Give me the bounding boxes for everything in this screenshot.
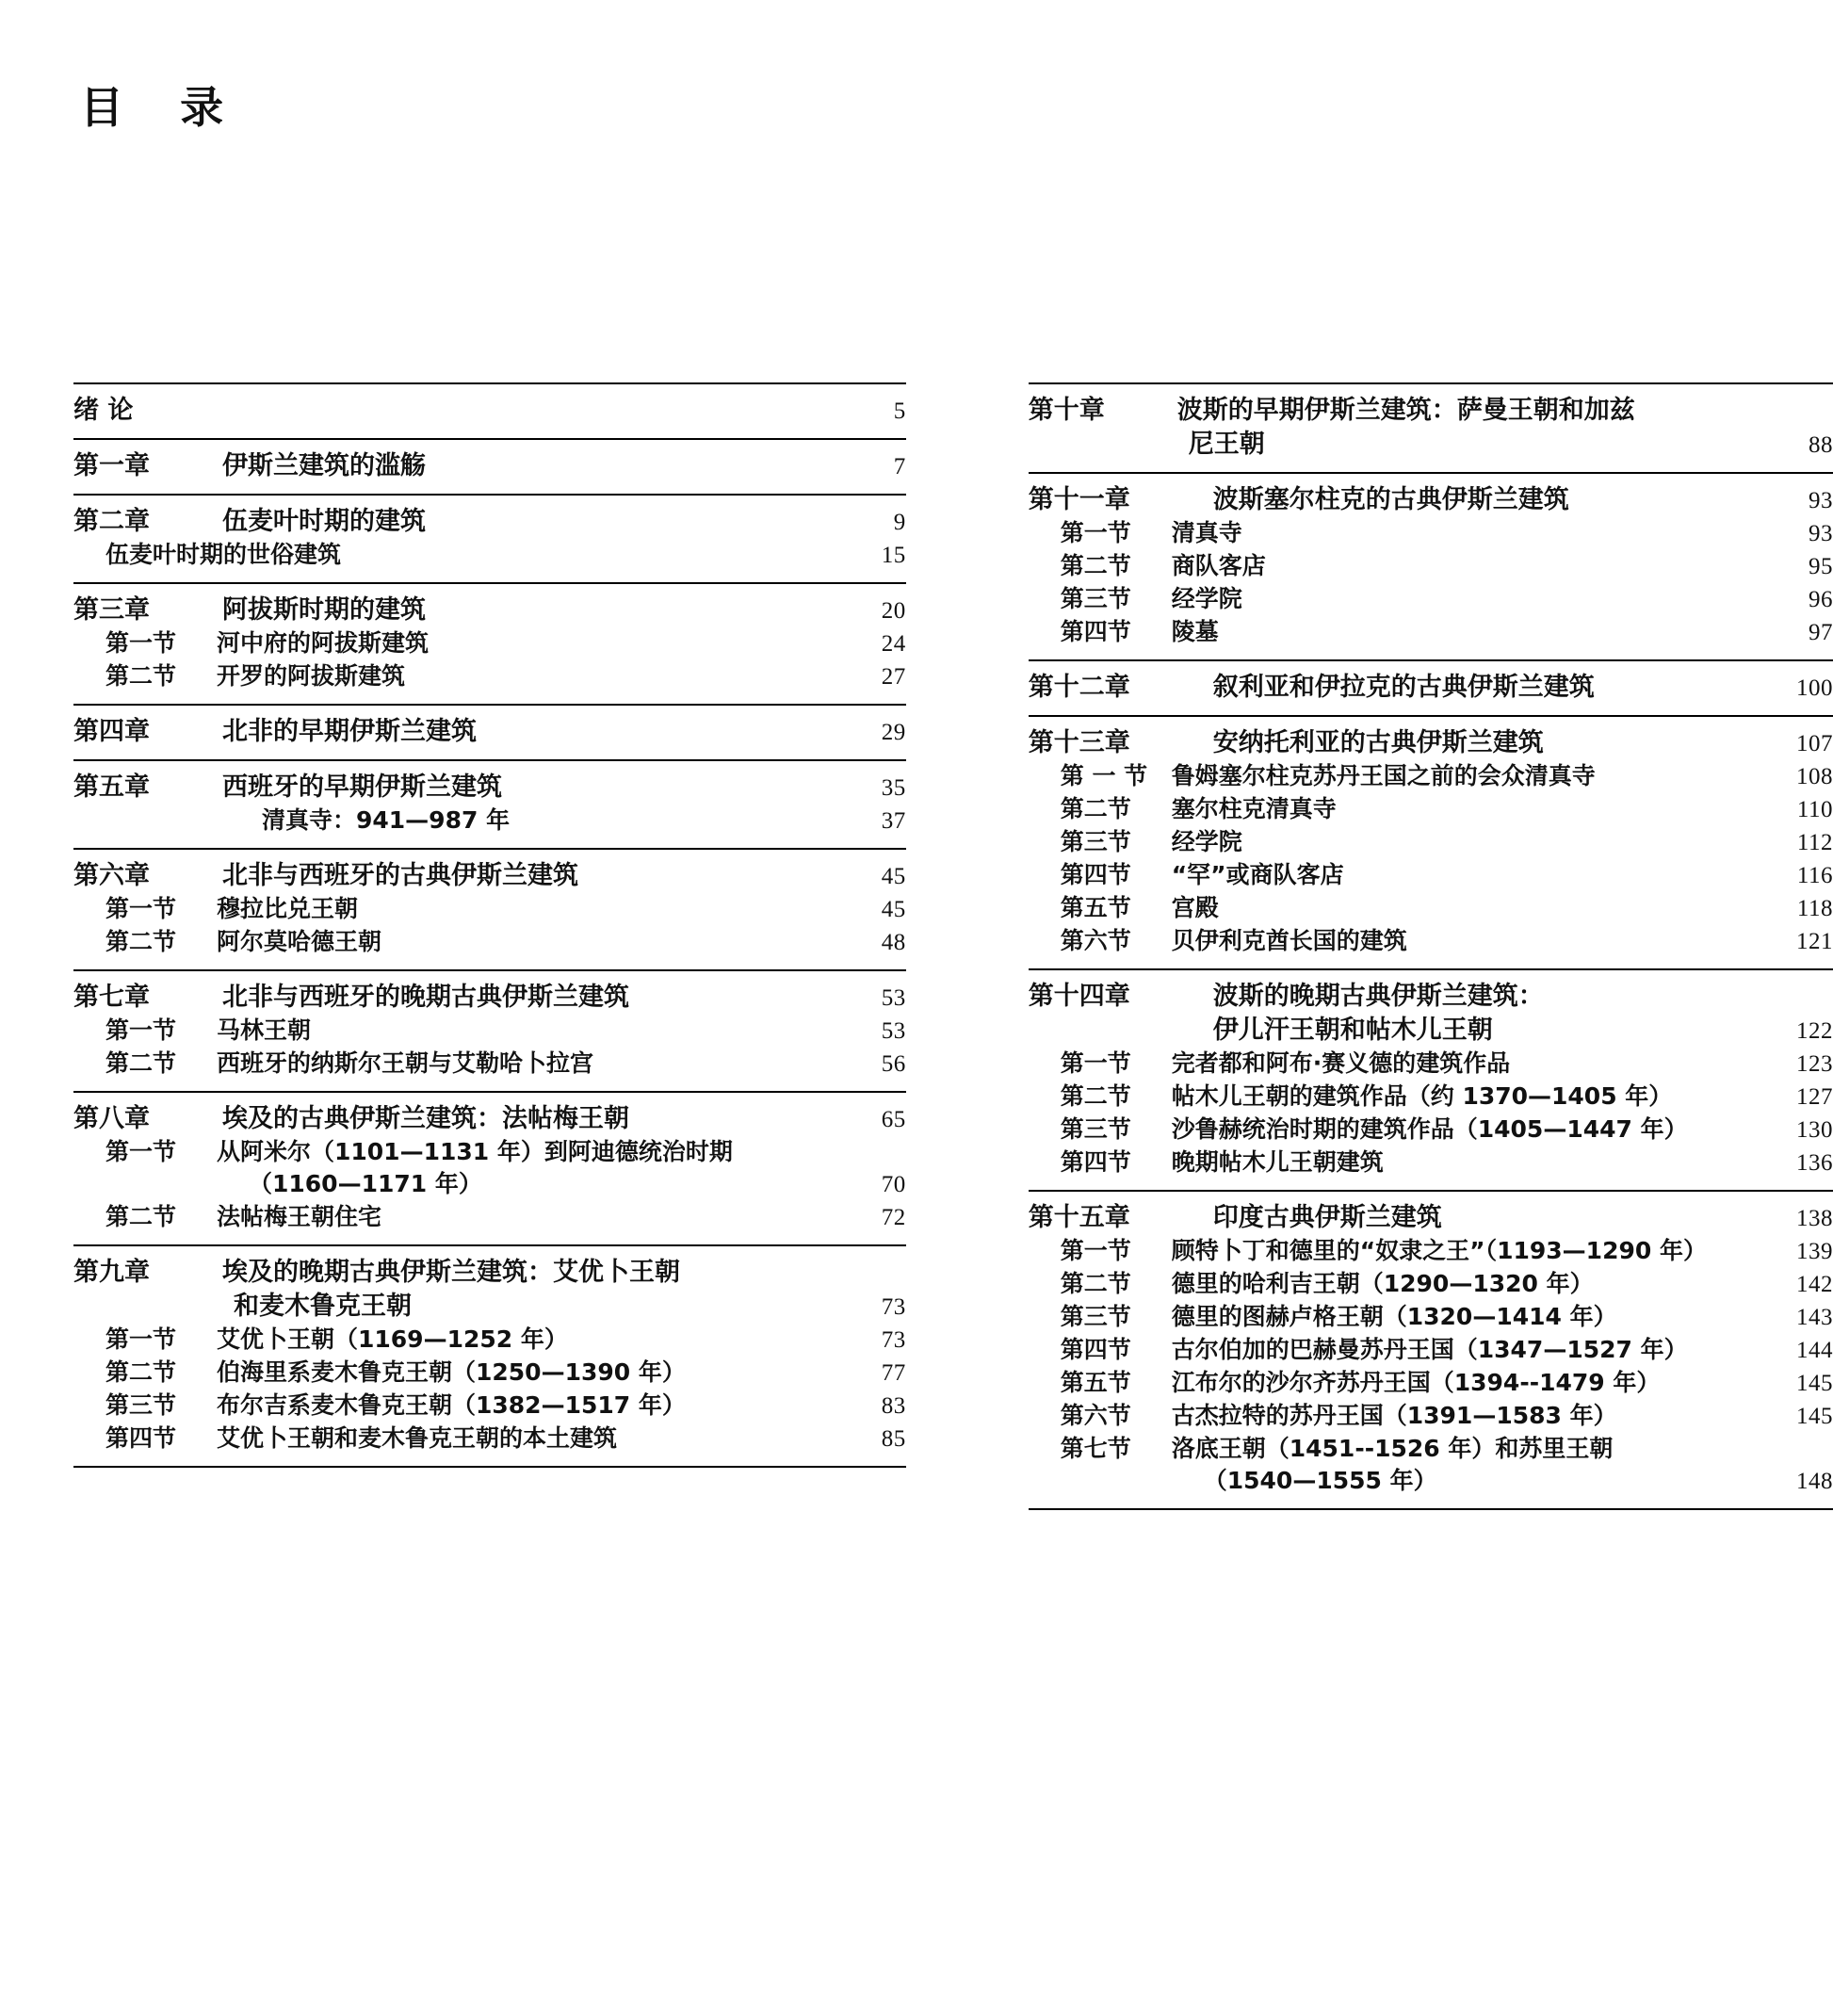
toc-entry-page-number: 77 (881, 1360, 906, 1386)
toc-entry[interactable] (1029, 1338, 1833, 1362)
toc-entry-number: 绪 论 (73, 396, 134, 425)
toc-entry[interactable] (1029, 398, 1833, 423)
toc-entry[interactable] (1029, 797, 1833, 821)
toc-entry-label (73, 984, 836, 1010)
toc-entry-title: 伊儿汗王朝和帖木儿王朝 (1212, 1016, 1493, 1045)
toc-entry-number: 第一节 (1060, 519, 1131, 546)
toc-entry-page-number: 70 (881, 1172, 906, 1197)
toc-entry-number: 第十章 (1028, 396, 1105, 425)
toc-entry-title: 叙利亚和伊拉克的古典伊斯兰建筑 (1212, 673, 1595, 702)
toc-group (1029, 1190, 1833, 1510)
toc-entry[interactable] (73, 631, 906, 656)
toc-entry-title: 伍麦叶时期的建筑 (222, 507, 426, 536)
toc-entry-label (73, 1018, 836, 1042)
toc-entry[interactable] (73, 863, 906, 888)
toc-entry-label (73, 631, 836, 655)
toc-entry[interactable] (73, 1260, 906, 1285)
toc-entry-number: 第二节 (1060, 1082, 1131, 1110)
toc-entry-label (73, 1205, 836, 1228)
toc-entry-title: 布尔吉系麦木鲁克王朝（1382—1517 年） (217, 1391, 686, 1419)
toc-entry-label (1029, 929, 1763, 952)
toc-entry-number: 第五节 (1060, 1369, 1131, 1396)
toc-entry-label (1029, 1084, 1763, 1108)
toc-entry[interactable] (73, 719, 906, 744)
toc-entry-page-number: 148 (1796, 1469, 1833, 1494)
toc-entry-page-number: 145 (1796, 1404, 1833, 1429)
toc-entry-number: 第二节 (105, 662, 177, 690)
toc-entry-title: 古尔伯加的巴赫曼苏丹王国（1347—1527 年） (1171, 1336, 1688, 1363)
toc-entry-page-number: 110 (1796, 797, 1833, 822)
toc-entry-title: 塞尔柱克清真寺 (1171, 795, 1337, 822)
toc-entry[interactable] (1029, 1017, 1833, 1043)
toc-entry-number: 第二节 (105, 1203, 177, 1230)
toc-entry[interactable] (73, 543, 906, 567)
toc-entry-title: 伯海里系麦木鲁克王朝（1250—1390 年） (217, 1358, 686, 1386)
toc-entry[interactable] (1029, 521, 1833, 545)
toc-entry-title: 北非的早期伊斯兰建筑 (222, 717, 477, 746)
toc-entry-page-number: 88 (1809, 432, 1833, 458)
toc-entry-page-number: 27 (881, 664, 906, 690)
toc-entry-label (1029, 830, 1763, 854)
toc-entry-number: 第十三章 (1028, 728, 1130, 757)
toc-entry-number: 第六章 (73, 861, 150, 890)
toc-entry-number: 第四节 (105, 1424, 177, 1452)
toc-entry-page-number: 29 (881, 720, 906, 745)
toc-entry-label (73, 1426, 836, 1450)
toc-entry-number: 第二节 (1060, 795, 1131, 822)
toc-entry-title: 伊斯兰建筑的滥觞 (222, 451, 426, 480)
toc-entry-number: 第一节 (105, 1016, 177, 1044)
toc-entry-label (1029, 1239, 1763, 1262)
toc-entry-title: 河中府的阿拔斯建筑 (217, 629, 430, 657)
toc-entry-title: 清真寺：941—987 年 (262, 806, 511, 834)
toc-entry[interactable] (1029, 730, 1833, 756)
toc-entry[interactable] (73, 1293, 906, 1319)
toc-entry-label (73, 597, 836, 623)
toc-entry-page-number: 45 (881, 864, 906, 889)
toc-entry-label (1029, 1272, 1763, 1295)
toc-entry-label (1029, 1338, 1763, 1361)
toc-entry[interactable] (1029, 487, 1833, 512)
toc-group (73, 494, 906, 582)
toc-columns (0, 382, 1833, 1510)
toc-entry[interactable] (1029, 929, 1833, 953)
toc-group (73, 969, 906, 1091)
toc-entry-label (73, 774, 836, 800)
toc-entry-title: 法帖梅王朝住宅 (217, 1203, 382, 1230)
toc-group (73, 704, 906, 759)
toc-entry-label (73, 664, 836, 688)
toc-entry-title: 马林王朝 (217, 1016, 312, 1044)
toc-entry-number: 第四章 (73, 717, 150, 746)
toc-entry-label (73, 1360, 836, 1384)
toc-entry-title: 古杰拉特的苏丹王国（1391—1583 年） (1171, 1402, 1617, 1429)
toc-entry-number: 第一节 (105, 629, 177, 657)
toc-entry[interactable] (1029, 764, 1833, 789)
toc-entry-title: 晚期帖木儿王朝建筑 (1171, 1148, 1384, 1176)
toc-entry-label (1029, 398, 1763, 423)
toc-entry-label (1029, 1205, 1763, 1230)
toc-group (1029, 382, 1833, 472)
toc-entry-page-number: 121 (1796, 929, 1833, 954)
toc-entry-label (1029, 730, 1763, 756)
toc-entry-number: 第二节 (1060, 552, 1131, 579)
toc-entry-number: 第二节 (1060, 1270, 1131, 1297)
toc-entry-label (73, 719, 836, 744)
toc-entry[interactable] (1029, 1305, 1833, 1329)
toc-entry[interactable] (1029, 863, 1833, 887)
toc-entry-page-number: 127 (1796, 1084, 1833, 1110)
toc-entry-label (73, 453, 836, 479)
toc-entry-label (1029, 521, 1763, 545)
toc-entry-number: 第三节 (1060, 1115, 1131, 1143)
toc-entry[interactable] (1029, 620, 1833, 644)
toc-entry[interactable] (73, 1140, 906, 1163)
toc-entry-title: 埃及的古典伊斯兰建筑：法帖梅王朝 (222, 1104, 629, 1133)
toc-entry-title: 西班牙的早期伊斯兰建筑 (222, 772, 502, 802)
toc-group (1029, 472, 1833, 659)
toc-entry-title: 伍麦叶时期的世俗建筑 (105, 541, 342, 568)
toc-entry-title: 波斯的早期伊斯兰建筑：萨曼王朝和加兹 (1176, 396, 1635, 425)
toc-entry-label (1029, 1437, 1763, 1460)
toc-group (1029, 968, 1833, 1190)
toc-entry-title: 鲁姆塞尔柱克苏丹王国之前的会众清真寺 (1171, 762, 1596, 789)
toc-entry-page-number: 73 (881, 1294, 906, 1320)
toc-entry-label (1029, 984, 1763, 1009)
toc-entry-label (1029, 1371, 1763, 1394)
toc-entry-number: 第十二章 (1028, 673, 1130, 702)
toc-entry-page-number: 108 (1796, 764, 1833, 789)
toc-entry[interactable] (1029, 830, 1833, 854)
toc-entry[interactable] (1029, 896, 1833, 920)
toc-entry-label (73, 1051, 836, 1075)
toc-entry-label (1029, 1469, 1763, 1492)
toc-entry-label (1029, 797, 1763, 821)
toc-entry-page-number: 53 (881, 1018, 906, 1044)
toc-entry-label (73, 1293, 836, 1319)
toc-entry[interactable] (73, 597, 906, 623)
toc-entry[interactable] (73, 398, 906, 423)
toc-entry-number: 第四节 (1060, 1336, 1131, 1363)
toc-entry-label (73, 1327, 836, 1351)
toc-entry[interactable] (73, 808, 906, 833)
toc-entry-label (1029, 1117, 1763, 1141)
toc-entry[interactable] (1029, 587, 1833, 611)
toc-entry-number: 第一节 (105, 1325, 177, 1353)
toc-entry-page-number: 45 (881, 897, 906, 922)
toc-entry-title: 波斯的晚期古典伊斯兰建筑： (1212, 982, 1544, 1011)
toc-entry-label (1029, 620, 1763, 643)
toc-entry-page-number: 95 (1809, 554, 1833, 579)
toc-entry-number: 第一节 (105, 895, 177, 922)
toc-entry-label (1029, 896, 1763, 919)
toc-entry-title: 安纳托利亚的古典伊斯兰建筑 (1212, 728, 1544, 757)
toc-entry[interactable] (1029, 984, 1833, 1009)
toc-entry-title: 埃及的晚期古典伊斯兰建筑：艾优卜王朝 (222, 1258, 680, 1287)
toc-entry-number: 第 一 节 (1060, 762, 1148, 789)
toc-entry-number: 第八章 (73, 1104, 150, 1133)
toc-entry-page-number: 130 (1796, 1117, 1833, 1143)
toc-group (73, 438, 906, 494)
toc-entry-label (73, 1393, 836, 1417)
toc-entry-title: 德里的哈利吉王朝（1290—1320 年） (1171, 1270, 1594, 1297)
toc-entry-label (73, 863, 836, 888)
toc-entry-page-number: 118 (1796, 896, 1833, 921)
toc-entry-number: 第六节 (1060, 1402, 1131, 1429)
toc-entry-number: 第二节 (105, 928, 177, 955)
toc-entry-title: 印度古典伊斯兰建筑 (1212, 1203, 1442, 1232)
toc-entry-title: 经学院 (1171, 585, 1242, 612)
toc-entry-title: 波斯塞尔柱克的古典伊斯兰建筑 (1212, 485, 1569, 514)
toc-entry-page-number: 93 (1809, 521, 1833, 546)
toc-group (73, 759, 906, 848)
toc-entry-page-number: 24 (881, 631, 906, 657)
toc-entry-label (73, 1260, 836, 1285)
toc-entry[interactable] (73, 1393, 906, 1418)
toc-entry[interactable] (1029, 1117, 1833, 1142)
toc-entry-page-number: 116 (1796, 863, 1833, 888)
toc-group (73, 382, 906, 438)
toc-entry-title: 经学院 (1171, 828, 1242, 855)
toc-entry-title: 洛底王朝（1451--1526 年）和苏里王朝 (1171, 1435, 1614, 1462)
toc-entry[interactable] (73, 1018, 906, 1043)
toc-entry-page-number: 138 (1796, 1206, 1833, 1231)
toc-entry-label (1029, 863, 1763, 886)
toc-group (1029, 715, 1833, 968)
toc-entry-number: 第十一章 (1028, 485, 1130, 514)
toc-group (73, 582, 906, 704)
toc-entry-number: 第三节 (1060, 1303, 1131, 1330)
toc-entry-label (1029, 431, 1763, 457)
toc-entry-page-number: 35 (881, 775, 906, 801)
toc-entry-label (73, 398, 836, 423)
toc-entry[interactable] (1029, 675, 1833, 700)
toc-entry-title: 陵墓 (1171, 618, 1219, 645)
toc-entry-label (1029, 1305, 1763, 1328)
toc-entry-title: （1540—1555 年） (1203, 1467, 1437, 1494)
toc-entry-label (73, 1106, 836, 1131)
toc-group (73, 1244, 906, 1468)
toc-entry[interactable] (73, 930, 906, 954)
toc-entry-page-number: 96 (1809, 587, 1833, 612)
toc-entry-label (73, 1140, 836, 1163)
toc-entry-page-number: 72 (881, 1205, 906, 1230)
toc-entry[interactable] (73, 1327, 906, 1352)
toc-entry[interactable] (73, 774, 906, 800)
toc-entry-page-number: 85 (881, 1426, 906, 1452)
toc-entry-title: 艾优卜王朝和麦木鲁克王朝的本土建筑 (217, 1424, 618, 1452)
toc-entry-page-number: 65 (881, 1107, 906, 1132)
toc-group (73, 1091, 906, 1244)
toc-entry-label (1029, 587, 1763, 610)
toc-entry-page-number: 143 (1796, 1305, 1833, 1330)
toc-entry-number: 第二章 (73, 507, 150, 536)
toc-entry-page-number: 53 (881, 985, 906, 1011)
toc-entry-number: 第三节 (105, 1391, 177, 1419)
toc-entry[interactable] (73, 1426, 906, 1451)
toc-entry-number: 第七章 (73, 983, 150, 1012)
toc-entry-page-number: 15 (881, 543, 906, 568)
toc-entry-title: 尼王朝 (1188, 430, 1265, 459)
toc-entry-page-number: 100 (1796, 675, 1833, 701)
toc-entry-page-number: 37 (881, 808, 906, 834)
toc-entry[interactable] (1029, 1239, 1833, 1263)
toc-entry-title: 开罗的阿拔斯建筑 (217, 662, 406, 690)
toc-entry-title: 西班牙的纳斯尔王朝与艾勒哈卜拉宫 (217, 1049, 594, 1077)
toc-entry-title: 阿尔莫哈德王朝 (217, 928, 382, 955)
toc-entry-title: 清真寺 (1171, 519, 1242, 546)
toc-entry-page-number: 112 (1796, 830, 1833, 855)
toc-entry-page-number: 107 (1796, 731, 1833, 756)
toc-group (1029, 659, 1833, 715)
toc-entry-number: 第五章 (73, 772, 150, 802)
toc-entry-page-number: 5 (893, 398, 906, 424)
toc-entry[interactable] (73, 1051, 906, 1076)
toc-entry-title: 阿拔斯时期的建筑 (222, 595, 426, 625)
toc-column-left (73, 382, 906, 1510)
toc-entry-title: 德里的图赫卢格王朝（1320—1414 年） (1171, 1303, 1617, 1330)
toc-entry[interactable] (73, 1106, 906, 1131)
toc-entry-title: 艾优卜王朝（1169—1252 年） (217, 1325, 568, 1353)
toc-entry-number: 第三章 (73, 595, 150, 625)
toc-entry-label (1029, 1017, 1763, 1043)
toc-entry-page-number: 56 (881, 1051, 906, 1077)
toc-entry[interactable] (73, 897, 906, 921)
toc-entry-title: 江布尔的沙尔齐苏丹王国（1394--1479 年） (1171, 1369, 1661, 1396)
toc-entry-page-number: 144 (1796, 1338, 1833, 1363)
toc-entry-page-number: 142 (1796, 1272, 1833, 1297)
toc-entry[interactable] (73, 984, 906, 1010)
toc-entry-label (1029, 764, 1763, 788)
toc-entry[interactable] (73, 664, 906, 689)
toc-entry-title: 北非与西班牙的古典伊斯兰建筑 (222, 861, 578, 890)
toc-entry-title: 帖木儿王朝的建筑作品（约 1370—1405 年） (1171, 1082, 1673, 1110)
toc-entry-page-number: 123 (1796, 1051, 1833, 1077)
toc-entry-title: 商队客店 (1171, 552, 1266, 579)
toc-entry-number: 第一章 (73, 451, 150, 480)
toc-entry-number: 第十五章 (1028, 1203, 1130, 1232)
toc-entry-page-number: 9 (893, 510, 906, 535)
toc-entry[interactable] (1029, 1272, 1833, 1296)
toc-entry-number: 第三节 (1060, 585, 1131, 612)
toc-group (73, 848, 906, 969)
toc-entry-title: 宫殿 (1171, 894, 1219, 921)
toc-entry-page-number: 139 (1796, 1239, 1833, 1264)
toc-entry-title: 顾特卜丁和德里的“奴隶之王”（1193—1290 年） (1171, 1237, 1707, 1264)
toc-entry-title: 沙鲁赫统治时期的建筑作品（1405—1447 年） (1171, 1115, 1688, 1143)
toc-entry-number: 第二节 (105, 1049, 177, 1077)
toc-entry-number: 第四节 (1060, 1148, 1131, 1176)
page-title: 目 录 (80, 82, 245, 133)
toc-entry-title: 和麦木鲁克王朝 (234, 1292, 412, 1321)
toc-entry-number: 第一节 (105, 1138, 177, 1165)
toc-entry[interactable] (1029, 554, 1833, 578)
toc-entry-title: 从阿米尔（1101—1131 年）到阿迪德统治时期 (217, 1138, 733, 1165)
toc-entry-label (1029, 554, 1763, 577)
toc-entry-number: 第十四章 (1028, 982, 1130, 1011)
toc-entry[interactable] (1029, 1371, 1833, 1395)
toc-entry-number: 第二节 (105, 1358, 177, 1386)
toc-entry-title: 北非与西班牙的晚期古典伊斯兰建筑 (222, 983, 629, 1012)
toc-entry-number: 第三节 (1060, 828, 1131, 855)
toc-entry[interactable] (1029, 431, 1833, 457)
toc-entry-number: 第九章 (73, 1258, 150, 1287)
toc-entry-page-number: 73 (881, 1327, 906, 1353)
toc-entry[interactable] (1029, 1084, 1833, 1109)
toc-entry-page-number: 83 (881, 1393, 906, 1419)
toc-entry[interactable] (73, 509, 906, 534)
toc-entry-page-number: 7 (893, 454, 906, 480)
toc-entry-page-number: 145 (1796, 1371, 1833, 1396)
toc-entry[interactable] (1029, 1404, 1833, 1428)
toc-entry-title: “罕”或商队客店 (1171, 861, 1344, 888)
toc-entry[interactable] (73, 1205, 906, 1229)
toc-entry[interactable] (73, 1360, 906, 1385)
toc-entry-title: （1160—1171 年） (249, 1170, 482, 1197)
toc-entry[interactable] (1029, 1205, 1833, 1230)
toc-entry-label (73, 1172, 836, 1195)
toc-entry-label (73, 509, 836, 534)
toc-entry-page-number: 48 (881, 930, 906, 955)
toc-entry-label (1029, 487, 1763, 512)
toc-entry-number: 第一节 (1060, 1237, 1131, 1264)
toc-entry-number: 第一节 (1060, 1049, 1131, 1077)
toc-entry-page-number: 97 (1809, 620, 1833, 645)
toc-entry-number: 第七节 (1060, 1435, 1131, 1462)
toc-entry[interactable] (1029, 1437, 1833, 1460)
toc-entry-number: 第五节 (1060, 894, 1131, 921)
toc-entry[interactable] (73, 1172, 906, 1196)
toc-entry[interactable] (1029, 1150, 1833, 1175)
toc-entry-page-number: 122 (1796, 1018, 1833, 1044)
toc-entry[interactable] (73, 453, 906, 479)
toc-entry-label (1029, 1051, 1763, 1075)
toc-entry-title: 贝伊利克酋长国的建筑 (1171, 927, 1407, 954)
toc-entry-label (73, 808, 836, 832)
toc-entry[interactable] (1029, 1469, 1833, 1493)
toc-entry-label (73, 543, 836, 566)
toc-entry-number: 第六节 (1060, 927, 1131, 954)
toc-entry-number: 第四节 (1060, 618, 1131, 645)
toc-entry-title: 穆拉比兑王朝 (217, 895, 359, 922)
toc-entry-page-number: 20 (881, 598, 906, 624)
toc-entry-page-number: 93 (1809, 488, 1833, 513)
toc-entry-label (1029, 1150, 1763, 1174)
toc-entry-label (1029, 1404, 1763, 1427)
toc-entry-title: 完者都和阿布·赛义德的建筑作品 (1171, 1049, 1511, 1077)
toc-entry-number: 第四节 (1060, 861, 1131, 888)
toc-entry-label (73, 897, 836, 920)
toc-entry-label (73, 930, 836, 953)
toc-entry[interactable] (1029, 1051, 1833, 1076)
toc-column-right (1029, 382, 1833, 1510)
toc-entry-label (1029, 675, 1763, 700)
toc-entry-page-number: 136 (1796, 1150, 1833, 1176)
